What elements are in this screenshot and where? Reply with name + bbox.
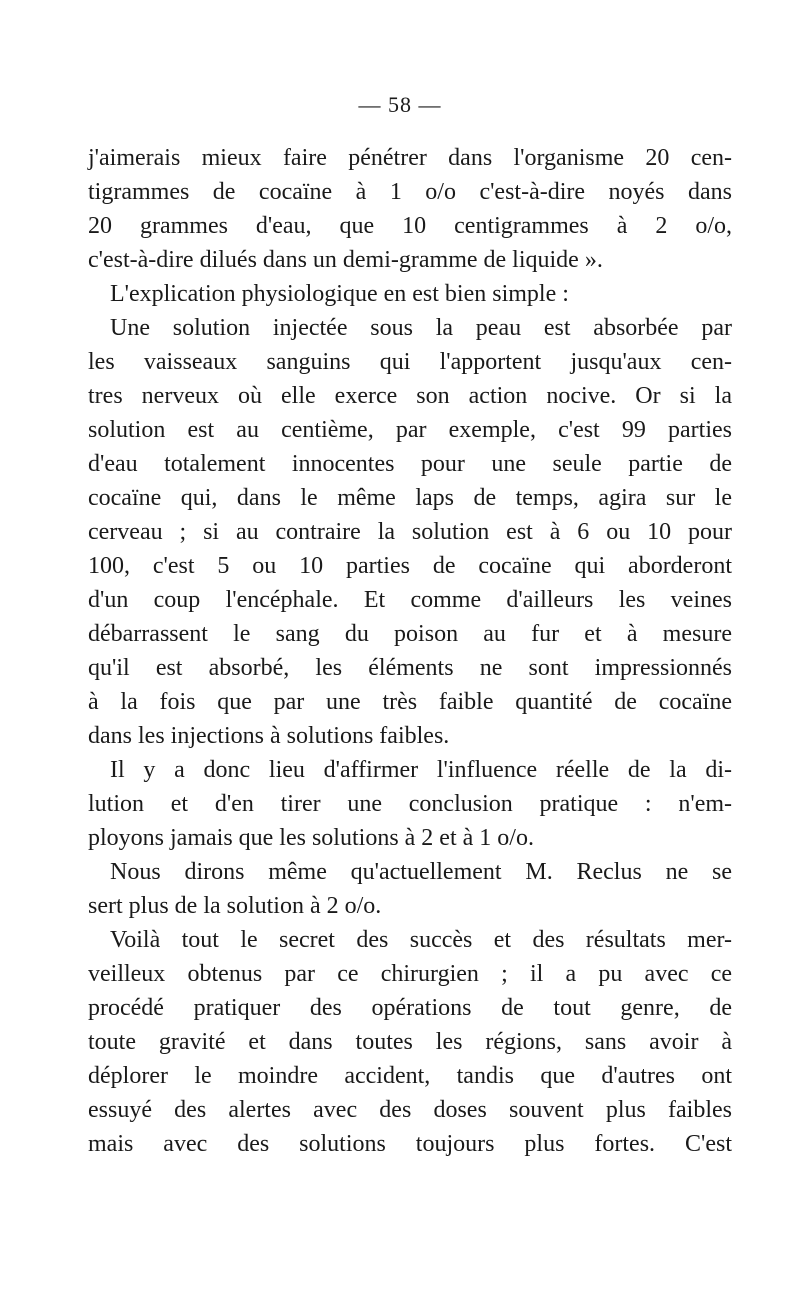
text-line: toute gravité et dans toutes les régions, sans avoir à [88, 1029, 732, 1055]
text-line: 20 grammes d'eau, que 10 centigrammes à 2 o/o, [88, 213, 732, 239]
text-line: Il y a donc lieu d'affirmer l'influence réelle de la di- [110, 757, 732, 783]
text-line: dans les injections à solutions faibles. [88, 723, 450, 749]
text-line: essuyé des alertes avec des doses souvent plus faibles [88, 1097, 732, 1123]
text-line: tres nerveux où elle exerce son action nocive. Or si la [88, 383, 732, 409]
text-line: d'un coup l'encéphale. Et comme d'ailleurs les veines [88, 587, 732, 613]
text-line: d'eau totalement innocentes pour une seule partie de [88, 451, 732, 477]
text-line: débarrassent le sang du poison au fur et à mesure [88, 621, 732, 647]
text-line: mais avec des solutions toujours plus fortes. C'est [88, 1131, 732, 1157]
text-line: c'est-à-dire dilués dans un demi-gramme de liquide ». [88, 247, 603, 273]
body-text [88, 141, 732, 1161]
text-line: j'aimerais mieux faire pénétrer dans l'organisme 20 cen- [88, 145, 732, 171]
text-line: Une solution injectée sous la peau est absorbée par [110, 315, 732, 341]
text-line: sert plus de la solution à 2 o/o. [88, 893, 382, 919]
text-line: les vaisseaux sanguins qui l'apportent jusqu'aux cen- [88, 349, 732, 375]
text-line: lution et d'en tirer une conclusion pratique : n'em- [88, 791, 732, 817]
text-line: cerveau ; si au contraire la solution est à 6 ou 10 pour [88, 519, 732, 545]
text-line: à la fois que par une très faible quantité de cocaïne [88, 689, 732, 715]
text-line: procédé pratiquer des opérations de tout genre, de [88, 995, 732, 1021]
page-number: — 58 — [358, 92, 442, 117]
text-line: qu'il est absorbé, les éléments ne sont impressionnés [88, 655, 732, 681]
text-line: Nous dirons même qu'actuellement M. Reclus ne se [110, 859, 732, 885]
text-line: déplorer le moindre accident, tandis que d'autres ont [88, 1063, 732, 1089]
text-line: Voilà tout le secret des succès et des résultats mer- [110, 927, 732, 953]
text-line: solution est au centième, par exemple, c'est 99 parties [88, 417, 732, 443]
text-line: L'explication physiologique en est bien simple : [110, 281, 569, 307]
text-line: 100, c'est 5 ou 10 parties de cocaïne qui aborderont [88, 553, 732, 579]
text-line: tigrammes de cocaïne à 1 o/o c'est-à-dire noyés dans [88, 179, 732, 205]
text-line: veilleux obtenus par ce chirurgien ; il a pu avec ce [88, 961, 732, 987]
text-line: ployons jamais que les solutions à 2 et à 1 o/o. [88, 825, 534, 851]
text-line: cocaïne qui, dans le même laps de temps, agira sur le [88, 485, 732, 511]
